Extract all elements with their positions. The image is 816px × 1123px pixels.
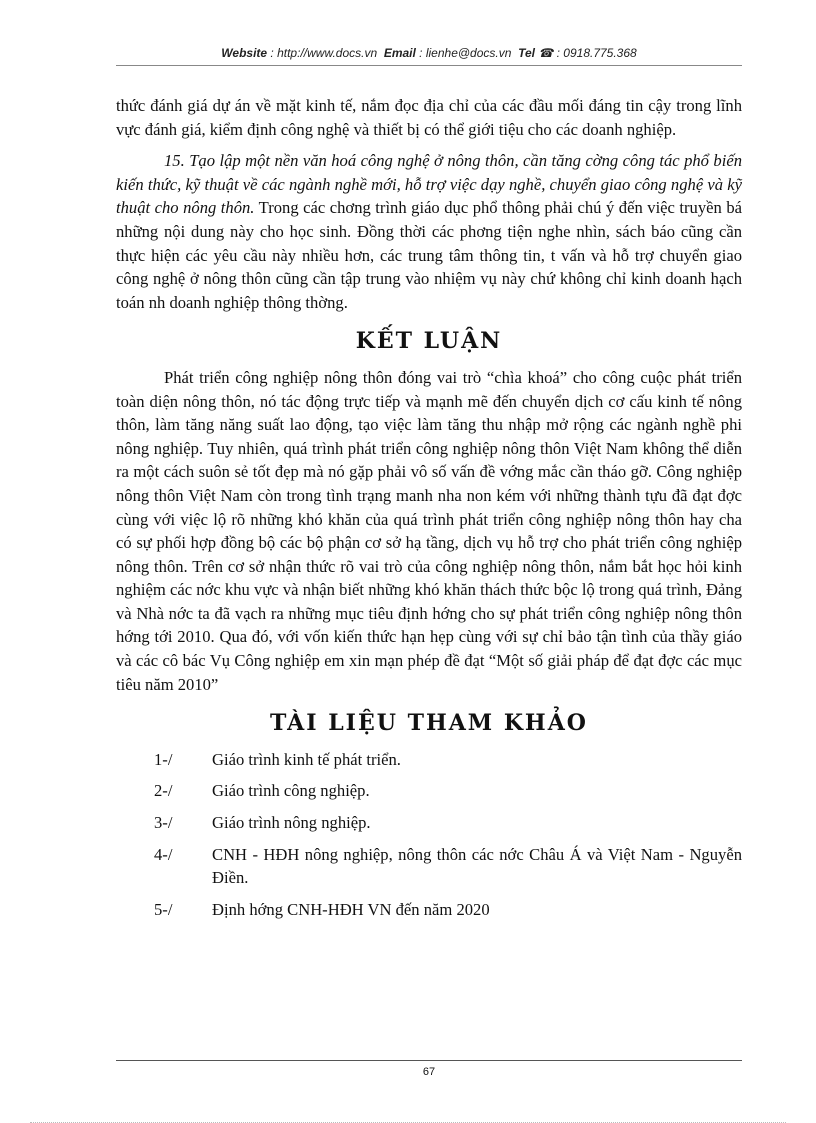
- website-label: Website: [221, 46, 268, 60]
- reference-number: 2-/: [154, 781, 173, 801]
- reference-text: Giáo trình kinh tế phát triển.: [212, 749, 401, 769]
- header-divider: [116, 65, 742, 66]
- references-list: [116, 748, 742, 922]
- reference-number: 1-/: [154, 749, 173, 769]
- item-15-text: Trong các chơng trình giáo dục phổ thông phải chú ý đến việc truyền bá những nội dung này cho học sinh. Đồng thời các phơng tiện nghe nhìn, sách báo cũng cần thực hiện các yêu cầu này nhiều hơn, các trung tâm thông tin, t vấn và hỗ trợ chuyển giao công nghệ ở nông thôn cũng cần tập trung vào nhiệm vụ này chứ không chỉ kinh doanh hạch toán nh doanh nghiệp thông thờng.: [116, 198, 742, 312]
- reference-text: Giáo trình công nghiệp.: [212, 781, 370, 801]
- reference-text: Giáo trình nông nghiệp.: [212, 813, 371, 833]
- references-heading: TÀI LIỆU THAM KHẢO: [270, 710, 588, 737]
- tel-label: Tel: [518, 46, 535, 60]
- reference-text: CNH - HĐH nông nghiệp, nông thôn các nớc Châu Á và Việt Nam - Nguyễn Điền.: [212, 844, 742, 888]
- page-content: [116, 94, 742, 929]
- reference-text: Định hớng CNH-HĐH VN đến năm 2020: [212, 899, 490, 919]
- reference-item: [116, 811, 742, 835]
- tel-value: : 0918.775.368: [556, 46, 637, 60]
- item-15-paragraph: [116, 149, 742, 314]
- reference-item: [116, 898, 742, 922]
- telephone-icon: ☎: [538, 46, 554, 60]
- reference-item: [116, 748, 742, 772]
- reference-number: 3-/: [154, 813, 173, 833]
- page-number: 67: [422, 1066, 436, 1078]
- conclusion-paragraph: Phát triển công nghiệp nông thôn đóng vai trò “chìa khoá” cho công cuộc phát triển toàn diện nông thôn, nó tác động trực tiếp và mạnh mẽ đến chuyển dịch cơ cấu kinh tế nông thôn, làm tăng năng suất lao động, tạo việc làm tăng thu nhập mở rộng các ngành nghề phi nông nghiệp. Tuy nhiên, quá trình phát triển công nghiệp nông thôn Việt Nam không thể diễn ra một cách suôn sẻ tốt đẹp mà nó gặp phải vô số vấn đề vớng mắc cần tháo gỡ. Công nghiệp nông thôn Việt Nam còn trong tình trạng manh nha non kém với những thành tựu đã đạt đợc cùng với việc lộ rõ những khó khăn của quá trình phát triển công nghiệp nông thôn hay cha có sự phối hợp đồng bộ các bộ phận cơ sở hạ tầng, dịch vụ hỗ trợ cho phát triển công nghiệp nông thôn. Trên cơ sở nhận thức rõ vai trò của công nghiệp nông thôn, nắm bắt học hỏi kinh nghiệm các nớc khu vực và nhận biết những khó khăn thách thức bộc lộ trong quá trình, Đảng và Nhà nớc ta đã vạch ra những mục tiêu định hớng cho sự phát triển công nghiệp nông thôn hớng tới 2010. Qua đó, với vốn kiến thức hạn hẹp cùng với sự chỉ bảo tận tình của thầy giáo và các cô bác Vụ Công nghiệp em xin mạn phép đề đạt “Một số giải pháp để đạt đợc các mục tiêu năm 2010”: [116, 367, 742, 694]
- email-value: : lienhe@docs.vn: [419, 46, 512, 60]
- email-label: Email: [383, 46, 416, 60]
- reference-number: 5-/: [154, 899, 173, 919]
- conclusion-heading: KẾT LUẬN: [355, 328, 503, 355]
- website-value: : http://www.docs.vn: [270, 46, 378, 60]
- item-15-italic: 15. Tạo lập một nền văn hoá công nghệ ở nông thôn, cần tăng cờng công tác phổ biến kiến thức, kỹ thuật về các ngành nghề mới, hỗ trợ việc dạy nghề, chuyển giao công nghệ và kỹ thuật cho nông thôn.: [116, 151, 742, 218]
- reference-number: 4-/: [154, 844, 173, 864]
- footer-divider: [116, 1060, 742, 1061]
- continuation-paragraph: thức đánh giá dự án về mặt kinh tế, nắm đọc địa chỉ của các đầu mối đáng tin cậy trong lĩnh vực đánh giá, kiểm định công nghệ và thiết bị có thể giới tiệu cho các doanh nghiệp.: [116, 96, 742, 139]
- reference-item: [116, 843, 742, 890]
- page-header: [116, 46, 742, 60]
- reference-item: [116, 779, 742, 803]
